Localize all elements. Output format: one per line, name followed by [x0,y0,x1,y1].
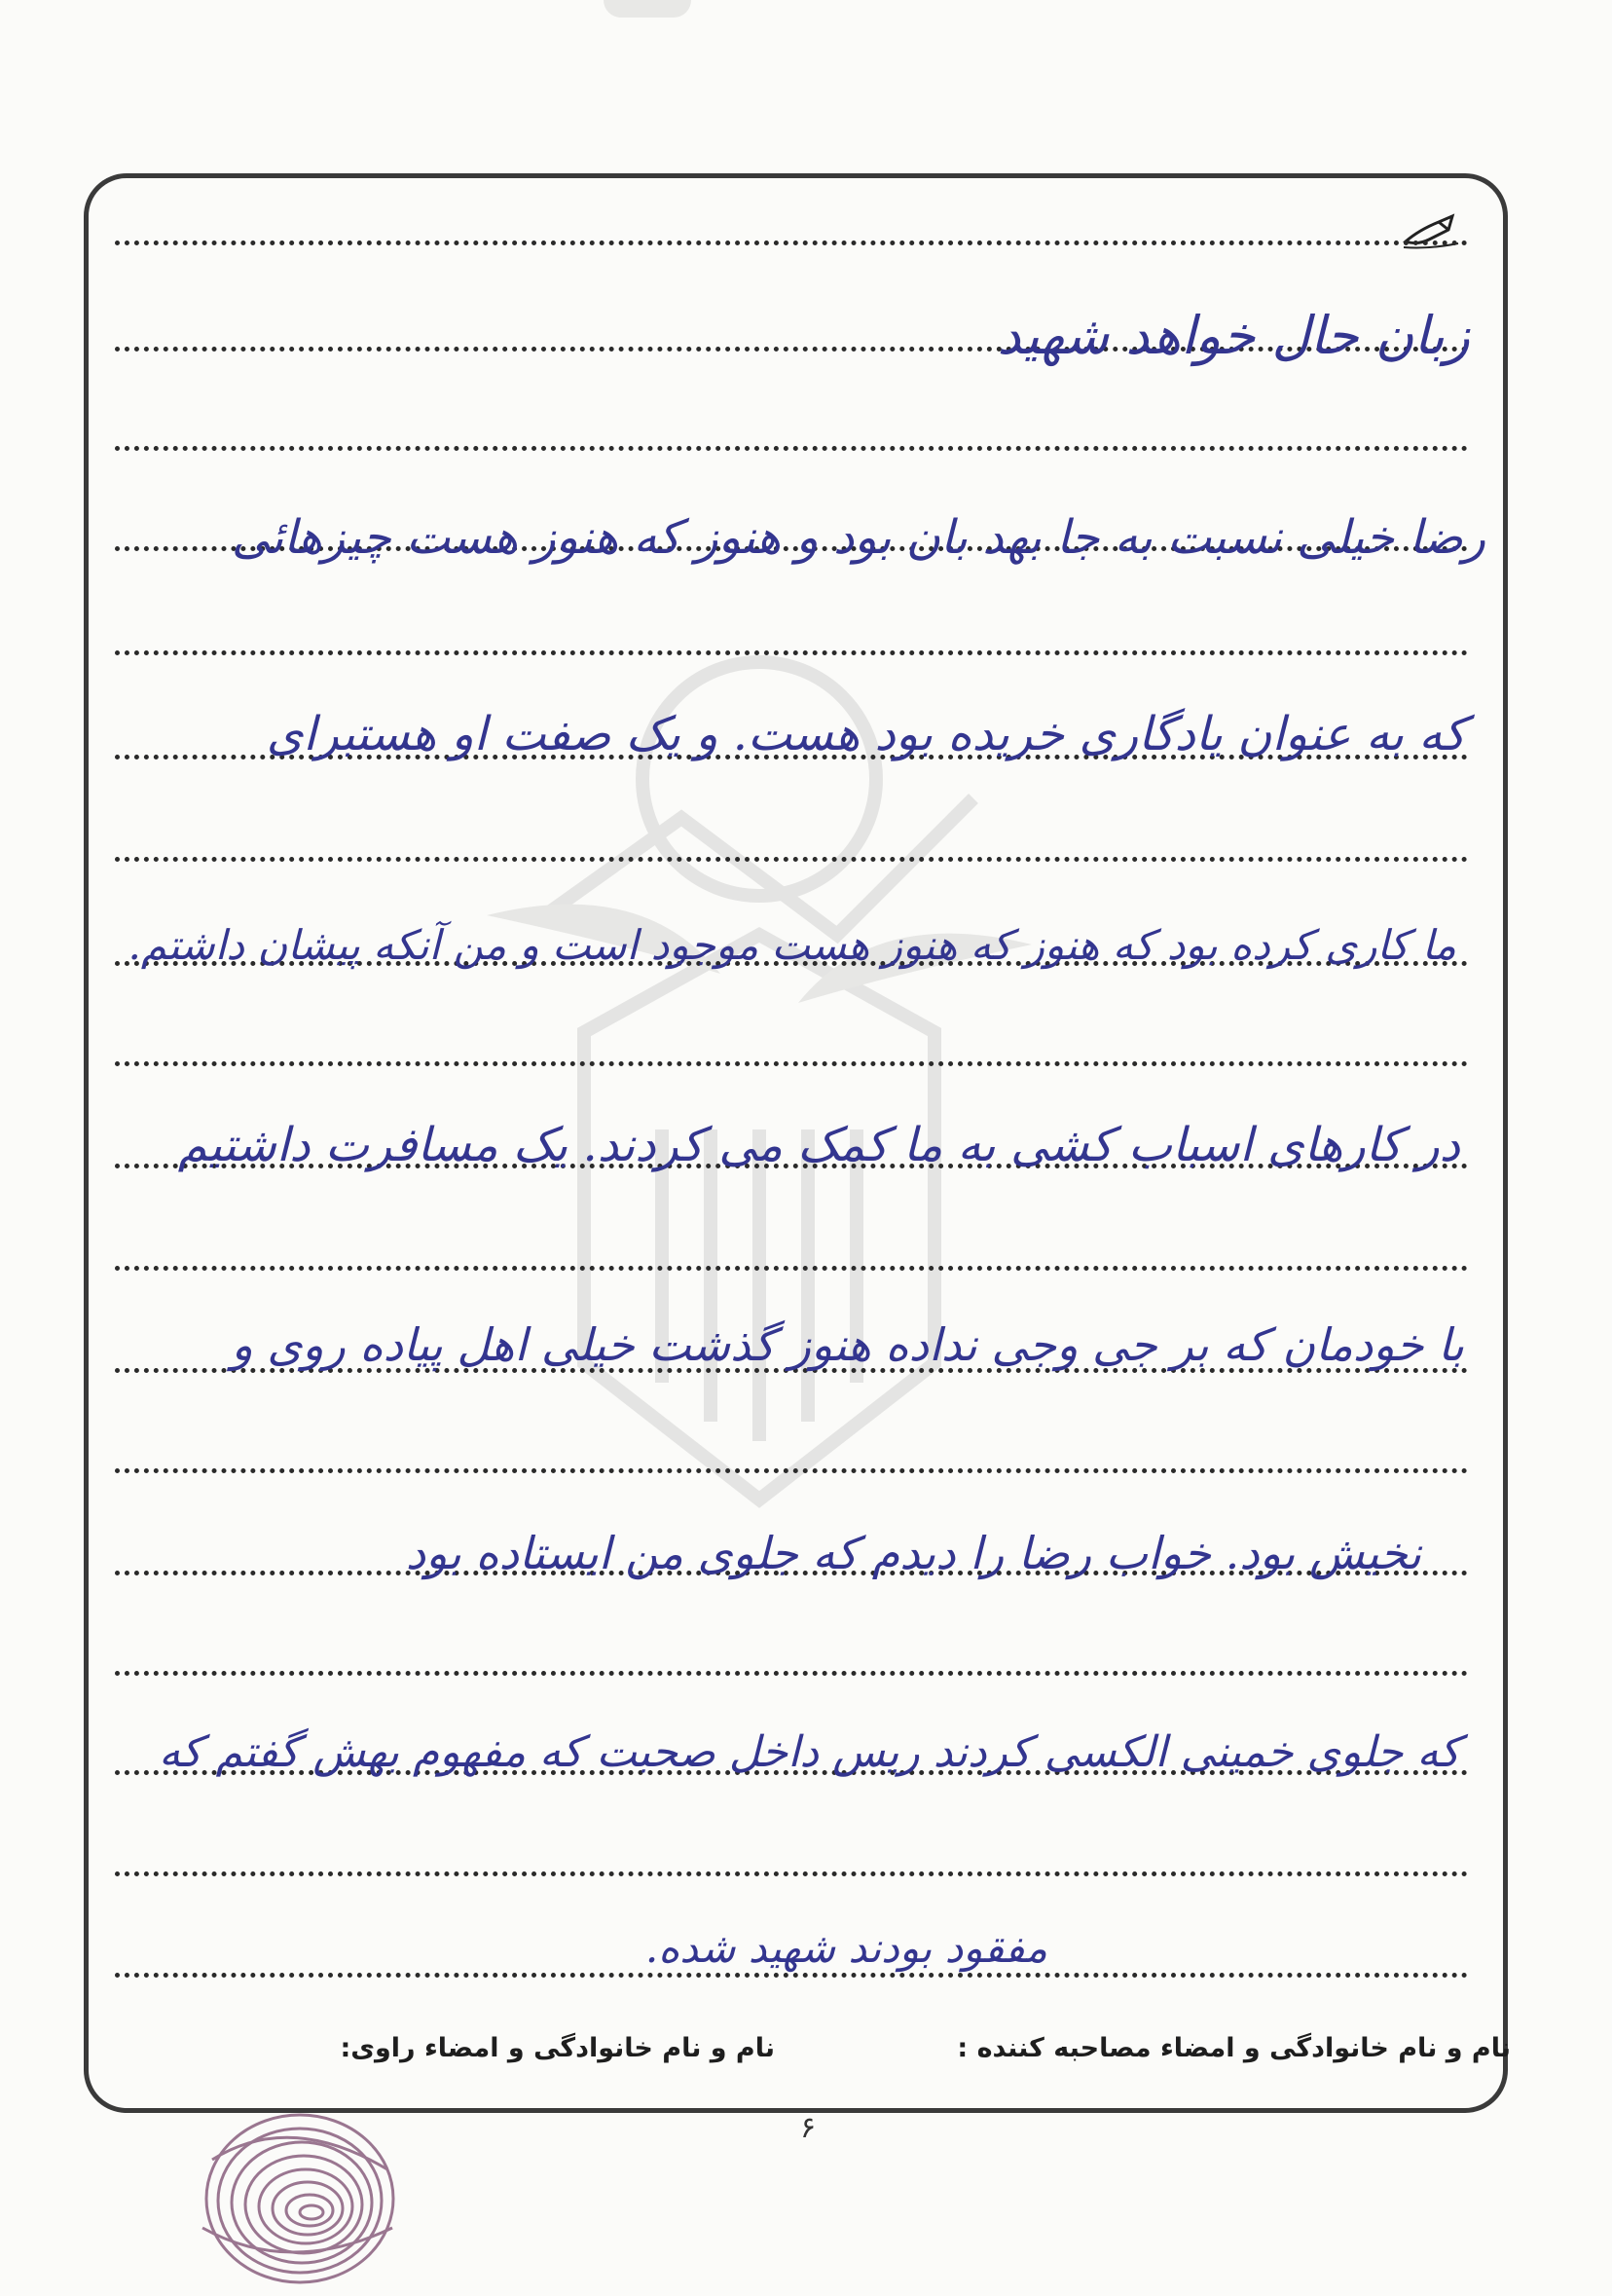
handwritten-line: با خودمان که بر جی وجی نداده هنوز گذشت خیلی اهل پیاده روی و [231,1318,1464,1371]
interviewer-signature-label: نام و نام خانوادگی و امضاء مصاحبه کننده : [957,2033,1511,2063]
ruled-line [115,857,1468,862]
handwritten-line: مفقود بودند شهید شده. [644,1924,1047,1972]
ruled-line [115,650,1468,655]
handwritten-line: که به عنوان یادگاری خریده بود هست. و یک صفت او هستبرای [266,707,1466,761]
ruled-line [115,1266,1468,1271]
fingerprint-stamp [173,2082,417,2296]
handwritten-line: رضا خیلی نسبت به جا بهد بان بود و هنوز که هنوز هست چیزهائی [231,510,1485,565]
ruled-line [115,1871,1468,1876]
narrator-signature-label: نام و نام خانوادگی و امضاء راوی: [340,2033,775,2063]
ruled-line [115,241,1468,245]
handwritten-line: در کارهای اسباب کشی به ما کمک می کردند. یک مسافرت داشتیم [177,1118,1460,1172]
page-number: ۶ [799,2111,817,2145]
handwritten-line: که جلوی خمینی الکسی کردند ریس داخل صحبت که مفهوم بهش گفتم که [159,1727,1460,1777]
ruled-line [115,1468,1468,1473]
ruled-line [115,446,1468,451]
scan-edge-mark [604,0,691,18]
ruled-line [115,1671,1468,1676]
ruled-line [115,1061,1468,1066]
watermark-emblem [428,623,1090,1558]
ruled-line [115,1973,1468,1978]
handwritten-title: زبان حال خواهد شهید [997,305,1470,366]
handwritten-line: نخیش بود. خواب رضا را دیدم که جلوی من ایستاده بود [405,1527,1421,1579]
handwritten-line: ما کاری کرده بود که هنوز که هنوز هست موجود است و من آنکه پیشان داشتم. [128,921,1456,969]
